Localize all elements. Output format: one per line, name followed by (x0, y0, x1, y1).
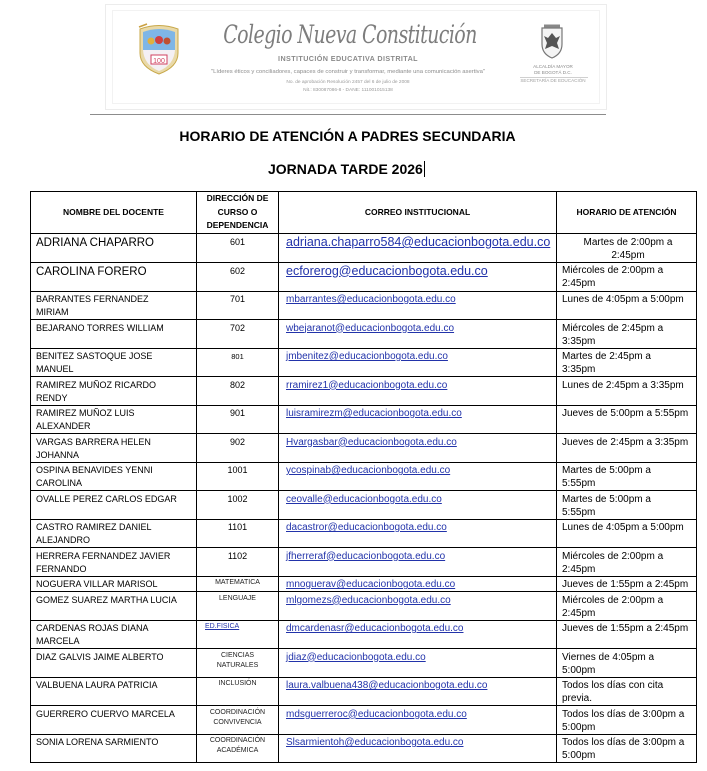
table-row (31, 234, 697, 263)
email-cell (279, 576, 557, 592)
schedule-cell (557, 320, 697, 349)
header-course (197, 192, 279, 234)
email-link[interactable]: ecforerog@educacionbogota.edu.co (286, 263, 488, 278)
teacher-name: RAMIREZ MUÑOZ RICARDO RENDY (31, 377, 197, 406)
approval-resolution: No. de aprobación Resolución 2457 del 6 de julio de 2008 (286, 80, 410, 85)
course-or-department: 1001 (197, 462, 279, 491)
school-crest-icon (137, 23, 181, 75)
schedule-cell (557, 491, 697, 520)
email-link[interactable]: jdiaz@educacionbogota.edu.co (286, 651, 426, 663)
email-link[interactable]: mlgomezs@educacionbogota.edu.co (286, 594, 451, 606)
table-row (31, 405, 697, 434)
table-row (31, 734, 697, 763)
course-or-department (197, 706, 279, 735)
table-row (31, 262, 697, 291)
schedule-text: Miércoles de 2:45pm a 3:35pm (562, 322, 664, 347)
email-link[interactable]: jmbenitez@educacionbogota.edu.co (286, 351, 448, 362)
table-row (31, 706, 697, 735)
email-link[interactable]: Slsarmientoh@educacionbogota.edu.co (286, 737, 464, 748)
letterhead-separator (90, 114, 606, 115)
teacher-name: HERRERA FERNANDEZ JAVIER FERNANDO (31, 548, 197, 577)
institution-type: INSTITUCIÓN EDUCATIVA DISTRITAL (278, 54, 418, 63)
text-cursor (424, 161, 425, 177)
schedule-text: Todos los días de 3:00pm a 5:00pm (562, 737, 685, 761)
header-email: CORREO INSTITUCIONAL (279, 192, 557, 234)
email-cell (279, 620, 557, 649)
bogota-coat-of-arms-icon (538, 24, 566, 60)
course-or-department (197, 734, 279, 763)
schedule-cell (557, 434, 697, 463)
schedule-cell (557, 377, 697, 406)
course-or-department: 1102 (197, 548, 279, 577)
email-link[interactable]: rramirez1@educacionbogota.edu.co (286, 379, 448, 391)
department-label: LENGUAJE (219, 594, 256, 602)
course-or-department (197, 348, 279, 377)
table-row (31, 592, 697, 621)
schedule-cell (557, 649, 697, 678)
email-cell (279, 434, 557, 463)
schedule-text: Martes de 2:45pm a 3:35pm (562, 351, 651, 375)
schedule-text: Todos los días con cita previa. (562, 680, 664, 704)
teacher-name: BENITEZ SASTOQUE JOSE MANUEL (31, 348, 197, 377)
course-or-department: 702 (197, 320, 279, 349)
email-cell (279, 291, 557, 320)
email-link[interactable]: adriana.chaparro584@educacionbogota.edu.co (286, 235, 551, 249)
email-cell (279, 649, 557, 678)
teacher-name: OVALLE PEREZ CARLOS EDGAR (31, 491, 197, 520)
teacher-name: CARDENAS ROJAS DIANA MARCELA (31, 620, 197, 649)
email-cell (279, 462, 557, 491)
course-or-department: 602 (197, 262, 279, 291)
schedule-text: Miércoles de 2:00pm a 2:45pm (562, 594, 664, 619)
schedule-cell (557, 519, 697, 548)
email-cell (279, 491, 557, 520)
course-or-department (197, 677, 279, 706)
schedule-table (30, 191, 697, 763)
teacher-name: BEJARANO TORRES WILLIAM (31, 320, 197, 349)
email-link[interactable]: mdsguerreroc@educacionbogota.edu.co (286, 708, 467, 720)
course-or-department (197, 620, 279, 649)
table-row (31, 576, 697, 592)
table-row (31, 491, 697, 520)
email-cell (279, 706, 557, 735)
schedule-cell (557, 462, 697, 491)
course-or-department (197, 649, 279, 678)
email-cell (279, 377, 557, 406)
email-cell (279, 592, 557, 621)
subtitle-text: JORNADA TARDE 2026 (268, 161, 423, 177)
email-link[interactable]: ycospinab@educacionbogota.edu.co (286, 465, 451, 476)
schedule-text: Miércoles de 2:00pm a 2:45pm (562, 265, 664, 289)
email-cell (279, 234, 557, 263)
email-link[interactable]: luisramirezm@educacionbogota.edu.co (286, 408, 462, 419)
svg-text:100: 100 (153, 58, 165, 65)
table-row (31, 434, 697, 463)
email-cell (279, 320, 557, 349)
schedule-cell (557, 348, 697, 377)
schedule-text: Viernes de 4:05pm a 5:00pm (562, 651, 655, 676)
table-row (31, 620, 697, 649)
schedule-cell (557, 677, 697, 706)
table-row (31, 291, 697, 320)
document-title: HORARIO DE ATENCIÓN A PADRES SECUNDARIA (179, 128, 516, 144)
table-row (31, 320, 697, 349)
teacher-name: VALBUENA LAURA PATRICIA (31, 677, 197, 706)
table-row (31, 519, 697, 548)
table-row (31, 649, 697, 678)
teacher-name: ADRIANA CHAPARRO (31, 234, 197, 263)
schedule-text: Miércoles de 2:00pm a 2:45pm (562, 550, 664, 575)
course-or-department (197, 576, 279, 592)
header-schedule: HORARIO DE ATENCIÓN (557, 192, 697, 234)
schedule-cell (557, 548, 697, 577)
teacher-name: CASTRO RAMIREZ DANIEL ALEJANDRO (31, 519, 197, 548)
email-link[interactable]: jfherreraf@educacionbogota.edu.co (286, 550, 446, 562)
teacher-name: DIAZ GALVIS JAIME ALBERTO (31, 649, 197, 678)
department-label: INCLUSIÓN (218, 680, 257, 687)
schedule-text: Martes de 5:00pm a 5:55pm (562, 493, 651, 518)
email-link[interactable]: dacastror@educacionbogota.edu.co (286, 522, 447, 533)
department-label: CIENCIAS NATURALES (216, 651, 259, 669)
alcaldia-line-2: DE BOGOTÁ D.C. (534, 70, 572, 75)
nit-dane: Nit.: 830087086-8 - DANE: 111001015138 (303, 88, 393, 93)
email-link[interactable]: wbejaranot@educacionbogota.edu.co (286, 322, 455, 334)
department-link[interactable]: ED.FISICA (205, 623, 240, 630)
teacher-name: NOGUERA VILLAR MARISOL (31, 576, 197, 592)
school-motto: "Líderes éticos y conciliadores, capaces de construir y transformar, mediante una comunicación asertiva" (211, 69, 485, 75)
alcaldia-line-1: ALCALDÍA MAYOR (533, 64, 573, 69)
schedule-cell (557, 576, 697, 592)
course-or-department: 1101 (197, 519, 279, 548)
email-link[interactable]: ceovalle@educacionbogota.edu.co (286, 493, 442, 505)
teacher-name: SONIA LORENA SARMIENTO (31, 734, 197, 763)
schedule-text: Jueves de 5:00pm a 5:55pm (562, 408, 689, 419)
email-cell (279, 548, 557, 577)
course-or-department: 701 (197, 291, 279, 320)
course-number: 801 (231, 352, 244, 361)
teacher-name: GOMEZ SUAREZ MARTHA LUCIA (31, 592, 197, 621)
schedule-text: Martes de 2:00pm a 2:45pm (583, 236, 673, 261)
email-cell (279, 405, 557, 434)
course-or-department: 901 (197, 405, 279, 434)
email-link[interactable]: mbarrantes@educacionbogota.edu.co (286, 294, 456, 305)
email-link[interactable]: Hvargasbar@educacionbogota.edu.co (286, 436, 457, 448)
course-or-department: 802 (197, 377, 279, 406)
department-label: MATEMATICA (215, 579, 260, 586)
table-row (31, 677, 697, 706)
course-or-department (197, 592, 279, 621)
schedule-cell (557, 234, 697, 263)
header-teacher-name: NOMBRE DEL DOCENTE (31, 192, 197, 234)
document-subtitle (268, 161, 425, 177)
schedule-cell (557, 620, 697, 649)
schedule-text: Jueves de 2:45pm a 3:35pm (562, 436, 689, 448)
schedule-cell (557, 706, 697, 735)
email-cell (279, 677, 557, 706)
email-link[interactable]: laura.valbuena438@educacionbogota.edu.co (286, 680, 488, 691)
table-row (31, 348, 697, 377)
email-cell (279, 348, 557, 377)
schedule-cell (557, 592, 697, 621)
schedule-cell (557, 734, 697, 763)
course-or-department: 1002 (197, 491, 279, 520)
teacher-name: BARRANTES FERNANDEZ MIRIAM (31, 291, 197, 320)
schedule-text: Todos los días de 3:00pm a 5:00pm (562, 708, 685, 733)
schedule-text: Lunes de 4:05pm a 5:00pm (562, 294, 684, 305)
schedule-text: Lunes de 2:45pm a 3:35pm (562, 379, 684, 391)
teacher-name: GUERRERO CUERVO MARCELA (31, 706, 197, 735)
email-cell (279, 519, 557, 548)
schedule-text: Jueves de 1:55pm a 2:45pm (562, 623, 689, 634)
table-header-row (31, 192, 697, 234)
schedule-cell (557, 291, 697, 320)
secretaria-label: SECRETARÍA DE EDUCACIÓN (520, 78, 586, 83)
schedule-cell (557, 262, 697, 291)
schedule-text: Lunes de 4:05pm a 5:00pm (562, 522, 684, 533)
email-link[interactable]: dmcardenasr@educacionbogota.edu.co (286, 623, 464, 634)
schedule-text: Jueves de 1:55pm a 2:45pm (562, 579, 689, 590)
schedule-text: Martes de 5:00pm a 5:55pm (562, 465, 651, 489)
schedule-cell (557, 405, 697, 434)
email-link[interactable]: mnoguerav@educacionbogota.edu.co (286, 579, 456, 590)
course-or-department: 601 (197, 234, 279, 263)
table-row (31, 548, 697, 577)
department-label: COORDINACIÓN ACADÉMICA (209, 737, 266, 754)
email-cell (279, 734, 557, 763)
teacher-name: RAMIREZ MUÑOZ LUIS ALEXANDER (31, 405, 197, 434)
teacher-name: CAROLINA FORERO (31, 262, 197, 291)
email-cell (279, 262, 557, 291)
school-name: Colegio Nueva Constitución (223, 20, 477, 50)
department-label: COORDINACIÓN CONVIVENCIA (209, 708, 266, 726)
table-row (31, 377, 697, 406)
header-course-label: DIRECCIÓN DE CURSO O DEPENDENCIA (206, 193, 269, 231)
teacher-name: OSPINA BENAVIDES YENNI CAROLINA (31, 462, 197, 491)
course-or-department: 902 (197, 434, 279, 463)
teacher-name: VARGAS BARRERA HELEN JOHANNA (31, 434, 197, 463)
table-row (31, 462, 697, 491)
